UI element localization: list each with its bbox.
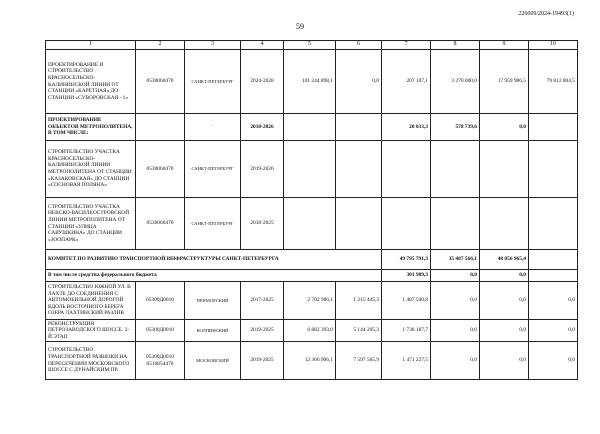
header-cell: 9: [480, 41, 529, 50]
cell-value: [284, 114, 336, 141]
header-cell: 1: [46, 41, 136, 50]
object-code: 0530060470: [136, 198, 185, 250]
cell-value: 12 366 906,1: [284, 342, 336, 380]
cell-value: 6 882 393,0: [284, 320, 336, 342]
object-code: 0530060470: [136, 141, 185, 198]
header-cell: 10: [529, 41, 578, 50]
header-cell: 3: [185, 41, 241, 50]
budget-table: [45, 40, 578, 380]
cell-value: 0,0: [480, 270, 529, 282]
cell-value: 0,0: [431, 270, 480, 282]
cell-value: [382, 141, 431, 198]
cell-value: [431, 141, 480, 198]
object-years: 2018-2025: [241, 198, 284, 250]
cell-value: 3 270 000,0: [431, 50, 480, 114]
object-name: ПРОЕКТИРОВАНИЕ И СТРОИТЕЛЬСТВО КРАСНОСЕЛЬСКО-КАЛИНИНСКОЙ ЛИНИИ ОТ СТАНЦИИ «КАРЕТНАЯ» ДО СТАНЦИИ «СУВОРОВСКАЯ - 1»: [46, 50, 136, 114]
object-years: 2018-2026: [241, 114, 284, 141]
object-code: 05300Д0010: [136, 282, 185, 320]
cell-value: [336, 141, 382, 198]
header-cell: 8: [431, 41, 480, 50]
cell-value: 0,0: [480, 342, 529, 380]
cell-value: 0,0: [480, 320, 529, 342]
object-code-line: 05300Д0010: [146, 353, 174, 360]
cell-value: 1 471 227,5: [382, 342, 431, 380]
object-district: САНКТ-ПЕТЕРБУРГ: [185, 50, 241, 114]
object-name: РЕКОНСТРУКЦИЯ ПЕТРОЗАВОДСКОГО ШОССЕ. 2-Й ЭТАП: [46, 320, 136, 342]
page-number: 59: [296, 22, 304, 31]
cell-value: [529, 250, 578, 270]
cell-value: 1 487 540,8: [382, 282, 431, 320]
cell-value: 578 739,6: [431, 114, 480, 141]
cell-value: [431, 198, 480, 250]
table-row: [46, 250, 578, 270]
table-row: [46, 282, 578, 320]
cell-value: 20 033,3: [382, 114, 431, 141]
cell-value: 48 856 965,4: [480, 250, 529, 270]
cell-value: 0,0: [529, 320, 578, 342]
table-row: [46, 50, 578, 114]
federal-budget-label: В том числе средства федерального бюджета: [46, 270, 382, 282]
object-name: СТРОИТЕЛЬСТВО ТРАНСПОРТНОЙ РАЗВЯЗКИ НА ПЕРЕСЕЧЕНИИ МОСКОВСКОГО ШОССЕ С ДУНАЙСКИМ ПР.: [46, 342, 136, 380]
cell-value: 7 597 565,9: [336, 342, 382, 380]
header-cell: 2: [136, 41, 185, 50]
object-district: САНКТ-ПЕТЕРБУРГ: [185, 198, 241, 250]
object-district: МОСКОВСКИЙ: [185, 342, 241, 380]
table-row: [46, 141, 578, 198]
header-cell: 6: [336, 41, 382, 50]
cell-value: [529, 114, 578, 141]
object-district: [185, 114, 241, 141]
cell-value: [529, 270, 578, 282]
object-district: ПРИМОРСКИЙ: [185, 282, 241, 320]
cell-value: [284, 198, 336, 250]
cell-value: 0,0: [431, 342, 480, 380]
object-name: СТРОИТЕЛЬСТВО УЧАСТКА КРАСНОСЕЛЬСКО-КАЛИНИНСКОЙ ЛИНИИ МЕТРОПОЛИТЕНА ОТ СТАНЦИИ «КАЗАКОВСКАЯ» ДО СТАНЦИИ «СОСНОВАЯ ПОЛЯНА»: [46, 141, 136, 198]
cell-value: 35 487 566,1: [431, 250, 480, 270]
cell-value: 301 989,3: [382, 270, 431, 282]
table-row: [46, 320, 578, 342]
cell-value: 0,0: [431, 282, 480, 320]
cell-value: [480, 198, 529, 250]
object-name: ПРОЕКТИРОВАНИЕ ОБЪЕКТОВ МЕТРОПОЛИТЕНА, В ТОМ ЧИСЛЕ:: [46, 114, 136, 141]
committee-name: КОМИТЕТ ПО РАЗВИТИЮ ТРАНСПОРТНОЙ ИНФРАСТРУКТУРЫ САНКТ-ПЕТЕРБУРГА: [46, 250, 382, 270]
cell-value: 0,0: [480, 114, 529, 141]
table-row: [46, 270, 578, 282]
cell-value: [284, 141, 336, 198]
object-code: 0530060470: [136, 50, 185, 114]
object-district: САНКТ-ПЕТЕРБУРГ: [185, 141, 241, 198]
document-id: 226009/2024-19493(1): [518, 11, 574, 17]
cell-value: 0,0: [529, 342, 578, 380]
cell-value: 5 144 205,3: [336, 320, 382, 342]
cell-value: 2 702 986,1: [284, 282, 336, 320]
cell-value: [336, 198, 382, 250]
cell-value: 1 215 445,3: [336, 282, 382, 320]
table-row: [46, 114, 578, 141]
cell-value: 79 812 804,5: [529, 50, 578, 114]
table-row: [46, 198, 578, 250]
object-name: СТРОИТЕЛЬСТВО ЮЖНОЙ УЛ. В ЛАХТЕ ДО СОЕДИНЕНИЯ С АВТОМОБИЛЬНОЙ ДОРОГОЙ ВДОЛЬ ВОСТОЧНОГО БЕРЕГА ОЗЕРА ЛАХТИНСКИЙ РАЗЛИВ: [46, 282, 136, 320]
header-cell: 7: [382, 41, 431, 50]
cell-value: 0,0: [431, 320, 480, 342]
cell-value: 0,0: [336, 50, 382, 114]
cell-value: 1 738 187,7: [382, 320, 431, 342]
object-code: [136, 114, 185, 141]
table-row: [46, 342, 578, 380]
header-row: [46, 41, 578, 50]
header-cell: 5: [284, 41, 336, 50]
object-code: 05300Д0010: [136, 320, 185, 342]
object-years: 2019-2025: [241, 342, 284, 380]
object-years: 2017-2025: [241, 282, 284, 320]
cell-value: 0,0: [529, 282, 578, 320]
dot-mark: ·: [211, 123, 214, 130]
object-name: СТРОИТЕЛЬСТВО УЧАСТКА НЕВСКО-ВАСИЛЕОСТРОВСКОЙ ЛИНИИ МЕТРОПОЛИТЕНА ОТ СТАНЦИИ «УЛИЦА САВУШКИНА» ДО СТАНЦИИ «ЗООПАРК»: [46, 198, 136, 250]
cell-value: 49 795 791,3: [382, 250, 431, 270]
object-years: 2019-2026: [241, 141, 284, 198]
cell-value: 17 959 986,5: [480, 50, 529, 114]
cell-value: [336, 114, 382, 141]
object-code-line: 0510854470: [146, 360, 174, 367]
cell-value: 101 244 898,1: [284, 50, 336, 114]
cell-value: [529, 198, 578, 250]
object-district: КОЛПИНСКИЙ: [185, 320, 241, 342]
cell-value: [480, 141, 529, 198]
header-cell: 4: [241, 41, 284, 50]
object-years: 2019-2025: [241, 320, 284, 342]
cell-value: [529, 141, 578, 198]
object-code: [136, 342, 185, 380]
cell-value: 207 107,1: [382, 50, 431, 114]
cell-value: [382, 198, 431, 250]
cell-value: 0,0: [480, 282, 529, 320]
object-years: 2024-2028: [241, 50, 284, 114]
